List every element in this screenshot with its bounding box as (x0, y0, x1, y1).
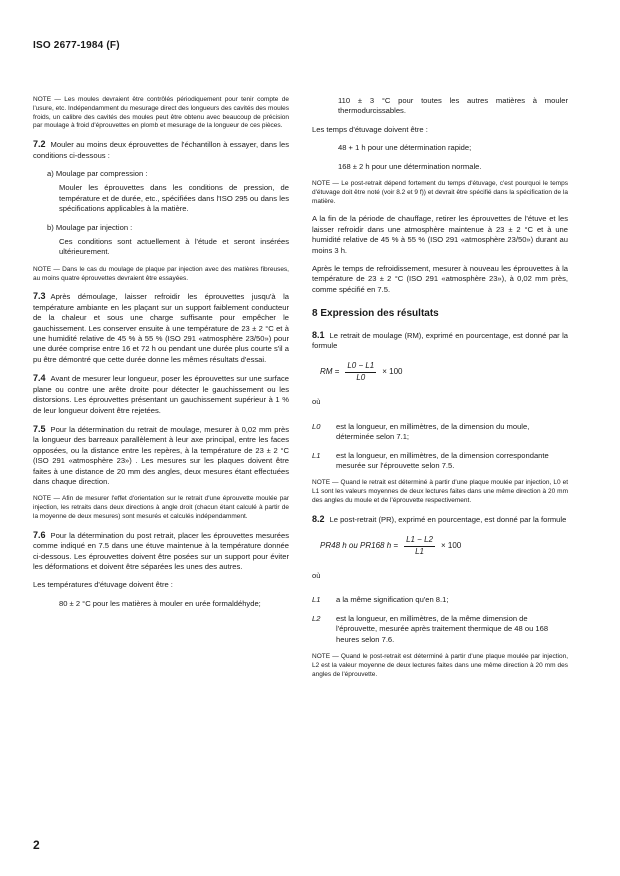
definition-symbol: L2 (312, 613, 321, 623)
section-8-2 (312, 514, 568, 525)
definition-symbol: L0 (312, 421, 321, 431)
subsection-heading: b) Moulage par injection : (47, 222, 133, 232)
definition-l2 (312, 614, 568, 645)
definition-l0 (312, 422, 568, 443)
section-text: Pour la détermination du post retrait, placer les éprouvettes mesurées comme indiqué en 7.5 dans une étuve maintenue à la température donnée ci-dessous. Les éprouvettes doivent être posées sur un support pour éviter les déformations et doivent être séparées les unes des autres. (33, 530, 289, 571)
formula-numerator: L0 − L1 (345, 361, 376, 372)
subsection-text: Ces conditions sont actuellement à l'étude et seront insérées ultérieurement. (59, 237, 289, 257)
formula-multiplier: × 100 (440, 540, 462, 550)
section-text: Pour la détermination du retrait de moulage, mesurer à 0,02 mm près la longueur des barreaux parallèlement à leur axe principal, entre les faces opposées, ou la distance entre les repères, à la température de 23 ± 2 °C (ISO 291 «atmosphère 23») . Les mesures sur les plaques doivent être faites à une distance de 20 mm des angles, deux mesures étant effectuées dans chaque direction. (33, 424, 289, 486)
formula-multiplier: × 100 (382, 367, 403, 377)
definition-text: a la même signification qu'en 8.1; (336, 595, 449, 605)
temperature-item: 110 ± 3 °C pour toutes les autres matières à mouler thermodurcissables. (338, 96, 568, 116)
subsection-text: Mouler les éprouvettes dans les conditions de pression, de température et de durée, etc., spécifiées dans l'ISO 295 ou dans les spécifications applicables à la matière. (59, 183, 289, 214)
note-post-shrinkage-plate: NOTE — Quand le post-retrait est déterminé à partir d'une plaque moulée par injection, L2 est la valeur moyenne de deux lectures faites dans une même direction à 20 mm des angles de l'éprouvette. (312, 652, 568, 678)
formula-denominator: L0 (356, 372, 366, 382)
subsection-heading: a) Moulage par compression : (47, 169, 148, 178)
note-shrinkage-plate: NOTE — Quand le retrait est déterminé à partir d'une plaque moulée par injection, L0 et L1 sont les valeurs moyennes de deux lectures faites dans une même direction à 20 mm des angles du moule et de l'éprouvette respectivement. (312, 479, 568, 504)
section-7-5 (33, 424, 289, 487)
section-text: Avant de mesurer leur longueur, poser les éprouvettes sur une surface plane ou contre une arête droite pour détecter le gauchissement ou les distorsions. Les éprouvettes présentant un gauchissement supérieur à 1 % de leur longueur doivent être rejetées. (33, 374, 289, 415)
page-number: 2 (33, 838, 40, 852)
section-number: 7.2 (33, 139, 46, 150)
section-number: 7.3 (33, 291, 46, 302)
duration-item: 48 + 1 h pour une détermination rapide; (338, 143, 472, 153)
paragraph-heating: A la fin de la période de chauffage, retirer les éprouvettes de l'étuve et les laisser refroidir dans une atmosphère maintenue à 23 ± 2 °C et à une humidité relative de 45 % à 55 % (ISO 291 «atmosphère 23/50») durant au moins 3 h. (312, 214, 568, 255)
section-text: Mouler au moins deux éprouvettes de l'échantillon à essayer, dans les conditions ci-dessous : (33, 140, 289, 160)
temperatures-heading: Les températures d'étuvage doivent être : (33, 580, 173, 590)
formula-fraction (404, 535, 435, 557)
section-8-title: 8 Expression des résultats (312, 308, 439, 320)
section-number: 7.6 (33, 529, 46, 540)
formula-denominator: L1 (415, 546, 424, 556)
definition-text: est la longueur, en millimètres, de la dimension du moule, déterminée selon 7.1; (336, 421, 530, 442)
formula-lhs: PR48 h ou PR168 h = (320, 540, 399, 550)
section-8-1 (312, 330, 568, 352)
section-7-2 (33, 139, 289, 258)
note-post-shrinkage: NOTE — Le post-retrait dépend fortement du temps d'étuvage, c'est pourquoi le temps d'étuvage doit être noté (voir 8.2 et 9 f)) et devrait être spécifié dans la spécification de la matière. (312, 180, 568, 205)
section-number: 7.5 (33, 423, 46, 434)
right-column (312, 96, 568, 687)
note-injection: NOTE — Dans le cas du moulage de plaque par injection avec des matières fibreuses, au moins quatre éprouvettes devraient être essayées. (33, 265, 289, 282)
section-text: Après démoulage, laisser refroidir les éprouvettes jusqu'à la température ambiante en les plaçant sur un support faiblement conducteur de la chaleur et sous une charge suffisante pour empêcher le gauchissement. Les conserver ensuite à une température de 23 ± 2 °C et à une humidité relative de 45 % à 55 % (ISO 291 «atmosphère 23/50») pour une durée comprise entre 16 et 72 h ou pendant une durée plus courte s'il a pu être démontré que cette durée donne les mêmes résultats d'essai. (33, 292, 289, 364)
section-text: Le post-retrait (PR), exprimé en pourcentage, est donné par la formule (329, 514, 567, 524)
note-orientation: NOTE — Afin de mesurer l'effet d'orientation sur le retrait d'une éprouvette moulée par injection, les retraits dans deux directions à angle droit (chacun étant calculé à partir de la moyenne de deux mesures) sont mesurés et calculés indépendamment. (33, 495, 289, 520)
where-label: où (312, 397, 321, 407)
definition-symbol: L1 (312, 450, 321, 460)
temperature-item: 80 ± 2 °C pour les matières à mouler en urée formaldéhyde; (59, 598, 261, 608)
left-column (33, 96, 289, 617)
section-7-4 (33, 373, 289, 416)
formula-pr (320, 535, 568, 557)
duration-item: 168 ± 2 h pour une détermination normale. (338, 161, 482, 171)
definition-text: est la longueur, en millimètres, de la dimension correspondante mesurée sur l'éprouvette selon 7.5. (336, 450, 549, 470)
formula-rm (320, 361, 568, 383)
definition-l1 (312, 451, 568, 472)
section-text: Le retrait de moulage (RM), exprimé en pourcentage, est donné par la formule (312, 330, 568, 351)
paragraph-cooling: Après le temps de refroidissement, mesurer à nouveau les éprouvettes à la température de 23 ± 2 °C (ISO 291 «atmosphère 23»), à 0,02 mm près, comme spécifié en 7.5. (312, 264, 568, 294)
definition-l1 (312, 595, 568, 605)
formula-numerator: L1 − L2 (404, 535, 435, 546)
definition-text: est la longueur, en millimètres, de la même dimension de l'éprouvette, mesurée après traitement thermique de 48 ou 168 heures selon 7.6. (336, 613, 549, 644)
formula-lhs: RM = (320, 367, 340, 377)
formula-fraction (345, 361, 376, 383)
durations-heading: Les temps d'étuvage doivent être : (312, 124, 428, 134)
document-header: ISO 2677-1984 (F) (33, 40, 120, 51)
section-7-3 (33, 291, 289, 365)
section-number: 8.1 (312, 329, 325, 340)
note-molds: NOTE — Les moules devraient être contrôlés périodiquement pour tenir compte de l'usure, etc. Indépendamment du mesurage direct des longueurs des cavités des moules froids, un calibre des cavités des moules peut être obtenu avec beaucoup de précision par moulage à froid d'éprouvettes en plomb et mesurage de la longueur de ces pièces. (33, 96, 289, 130)
section-number: 7.4 (33, 373, 46, 384)
section-number: 8.2 (312, 513, 325, 524)
section-7-6 (33, 530, 289, 573)
definition-symbol: L1 (312, 595, 321, 605)
where-label: où (312, 570, 321, 580)
